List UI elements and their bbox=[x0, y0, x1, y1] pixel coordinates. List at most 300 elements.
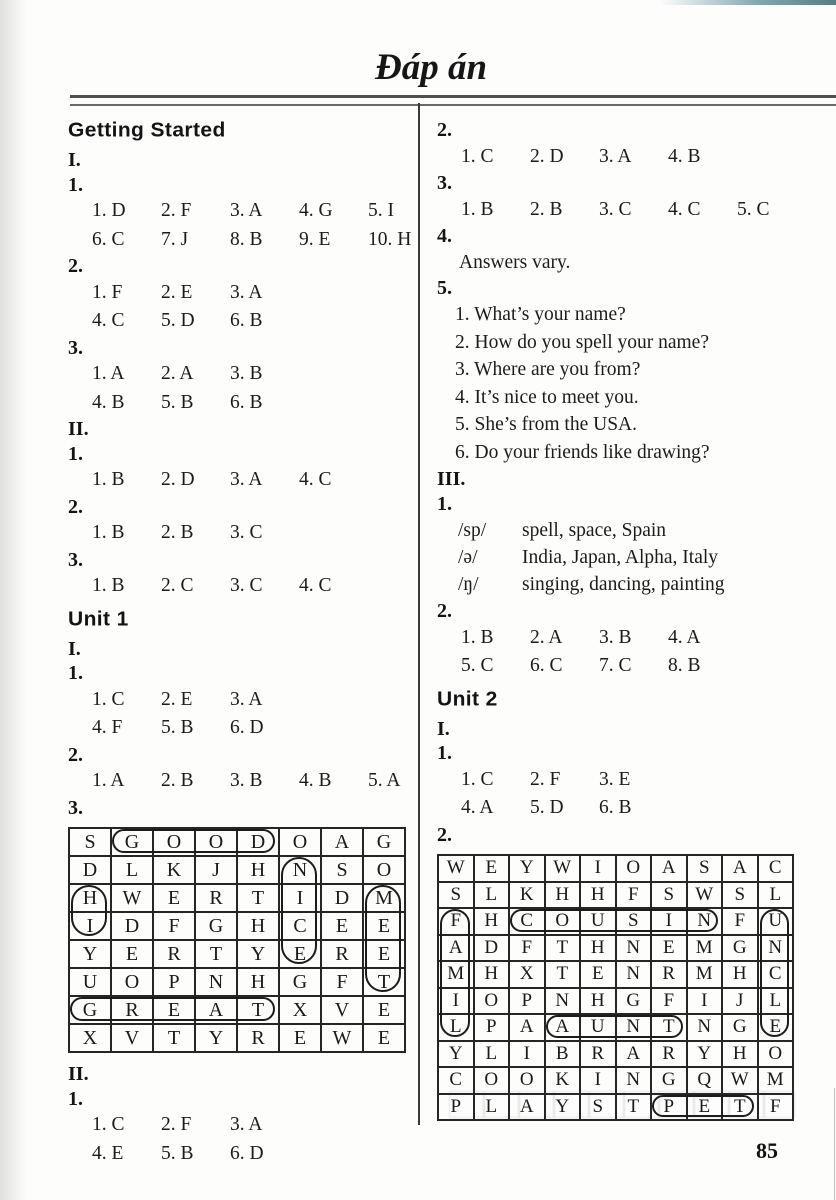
grid-letter: O bbox=[363, 856, 405, 884]
page-title: Đáp án bbox=[374, 47, 488, 88]
answer-item: 3. A bbox=[230, 688, 263, 710]
grid-letter: Q bbox=[687, 1067, 723, 1094]
answer-item: 2. A bbox=[161, 363, 194, 384]
answer-item: 3. A bbox=[230, 1114, 263, 1135]
phonetic-symbol: /sp/ bbox=[458, 520, 487, 541]
answer-item: 1. C bbox=[461, 145, 494, 167]
grid-letter: L bbox=[438, 1014, 474, 1041]
answer-item: 1. B bbox=[92, 522, 125, 543]
grid-letter: H bbox=[580, 882, 616, 909]
answer-item: 2. E bbox=[161, 688, 193, 710]
grid-letter: O bbox=[279, 828, 321, 856]
grid-letter: R bbox=[321, 940, 363, 968]
grid-letter: R bbox=[651, 1041, 687, 1068]
answer-row bbox=[68, 572, 414, 601]
exercise-number-label: 4. bbox=[437, 225, 452, 247]
grid-letter: F bbox=[153, 912, 195, 940]
answer-item: 6. B bbox=[230, 310, 263, 331]
answer-item: 2. E bbox=[161, 281, 193, 303]
answer-item: 5. D bbox=[161, 310, 195, 331]
answer-row bbox=[437, 794, 803, 823]
answer-row bbox=[68, 197, 414, 226]
answer-item: 4. A bbox=[461, 797, 494, 818]
phonetics-row bbox=[437, 517, 803, 544]
answer-item: 4. F bbox=[92, 717, 123, 738]
grid-letter: F bbox=[321, 968, 363, 996]
grid-letter: L bbox=[111, 856, 153, 884]
grid-letter: E bbox=[279, 940, 321, 968]
grid-letter: T bbox=[237, 996, 279, 1024]
grid-letter: C bbox=[758, 961, 794, 988]
grid-letter: Y bbox=[687, 1041, 723, 1068]
grid-letter: Y bbox=[69, 940, 111, 968]
answer-item: 7. J bbox=[161, 228, 189, 250]
grid-letter: Y bbox=[438, 1041, 474, 1068]
exercise-number-label: 3. bbox=[68, 548, 83, 571]
question-line: 2. How do you spell your name? bbox=[455, 331, 709, 353]
answer-row bbox=[437, 143, 803, 172]
right-column bbox=[437, 118, 803, 1130]
circled-word-great bbox=[70, 997, 275, 1021]
answer-item: 4. A bbox=[668, 626, 701, 648]
answer-item: 4. B bbox=[668, 145, 701, 167]
grid-letter: T bbox=[545, 961, 581, 988]
answer-item: 8. B bbox=[230, 228, 263, 250]
answer-row bbox=[68, 307, 414, 336]
grid-letter: G bbox=[111, 828, 153, 856]
grid-letter: N bbox=[195, 968, 237, 996]
grid-letter: F bbox=[651, 988, 687, 1015]
grid-letter: E bbox=[153, 996, 195, 1024]
answer-item: 2. F bbox=[530, 768, 561, 790]
circled-word-uncle bbox=[760, 909, 790, 1037]
grid-letter: G bbox=[69, 996, 111, 1024]
exercise-number-label: 1. bbox=[437, 492, 452, 515]
answer-item: 3. A bbox=[230, 200, 263, 221]
exercise-number-label: 2. bbox=[68, 255, 83, 277]
circled-word-hi bbox=[71, 885, 107, 936]
question-line: 5. She’s from the USA. bbox=[455, 414, 637, 435]
grid-letter: E bbox=[580, 961, 616, 988]
grid-letter: B bbox=[545, 1041, 581, 1068]
answer-item: 2. D bbox=[530, 145, 564, 167]
grid-letter: X bbox=[69, 1024, 111, 1052]
grid-letter: K bbox=[545, 1067, 581, 1094]
answer-row bbox=[437, 624, 803, 653]
section-heading: Unit 1 bbox=[68, 607, 129, 630]
question-list bbox=[437, 301, 803, 466]
exercise-number-label: 1. bbox=[68, 442, 83, 465]
grid-letter: J bbox=[195, 856, 237, 884]
grid-letter: G bbox=[363, 828, 405, 856]
answer-item: 4. C bbox=[92, 310, 125, 331]
phonetic-example-words: India, Japan, Alpha, Italy bbox=[522, 547, 719, 568]
grid-letter: T bbox=[195, 940, 237, 968]
grid-letter: V bbox=[321, 996, 363, 1024]
grid-letter: P bbox=[153, 968, 195, 996]
grid-letter: R bbox=[111, 996, 153, 1024]
grid-letter: W bbox=[687, 882, 723, 909]
answer-item: 1. C bbox=[92, 688, 125, 710]
answer-item: 2. B bbox=[161, 770, 194, 791]
answer-row bbox=[437, 196, 803, 225]
exercise-number-label: 3. bbox=[437, 172, 452, 194]
grid-letter: T bbox=[616, 1094, 652, 1121]
phonetic-symbol: /ə/ bbox=[458, 547, 478, 568]
answer-item: 4. C bbox=[299, 469, 332, 490]
grid-letter: L bbox=[474, 1041, 510, 1068]
answer-item: 2. F bbox=[161, 200, 192, 221]
grid-letter: R bbox=[651, 961, 687, 988]
grid-letter: W bbox=[722, 1067, 758, 1094]
grid-letter: W bbox=[111, 884, 153, 912]
grid-letter: S bbox=[438, 882, 474, 909]
grid-letter: A bbox=[509, 1014, 545, 1041]
grid-letter: H bbox=[237, 968, 279, 996]
grid-letter: D bbox=[111, 912, 153, 940]
roman-numeral-label: II. bbox=[68, 1063, 89, 1085]
grid-letter: N bbox=[616, 1067, 652, 1094]
grid-letter: H bbox=[69, 884, 111, 912]
grid-letter: O bbox=[153, 828, 195, 856]
answer-row bbox=[68, 360, 414, 389]
answer-item: 4. B bbox=[299, 770, 332, 791]
grid-letter: E bbox=[687, 1094, 723, 1121]
grid-letter: I bbox=[687, 988, 723, 1015]
grid-letter: D bbox=[237, 828, 279, 856]
grid-letter: N bbox=[279, 856, 321, 884]
question-line: 4. It’s nice to meet you. bbox=[455, 386, 639, 408]
grid-letter: M bbox=[758, 1067, 794, 1094]
answer-item: 1. B bbox=[92, 469, 125, 490]
answer-row bbox=[68, 226, 414, 255]
answer-item: 5. C bbox=[461, 655, 494, 676]
answer-item: 1. F bbox=[92, 281, 123, 303]
grid-letter: S bbox=[616, 908, 652, 935]
answer-row bbox=[68, 466, 414, 495]
grid-letter: E bbox=[758, 1014, 794, 1041]
grid-letter: N bbox=[616, 1014, 652, 1041]
grid-letter: N bbox=[616, 935, 652, 962]
grid-letter: G bbox=[616, 988, 652, 1015]
grid-letter: H bbox=[580, 988, 616, 1015]
grid-letter: N bbox=[545, 988, 581, 1015]
grid-letter: I bbox=[580, 855, 616, 882]
column-divider bbox=[418, 103, 420, 1125]
grid-letter: Y bbox=[195, 1024, 237, 1052]
answer-item: 4. C bbox=[299, 575, 332, 596]
answer-item: 3. B bbox=[230, 770, 263, 791]
grid-letter: K bbox=[509, 882, 545, 909]
grid-letter: H bbox=[722, 1041, 758, 1068]
grid-letter: W bbox=[545, 855, 581, 882]
answer-item: 2. C bbox=[161, 575, 194, 596]
question-line: 6. Do your friends like drawing? bbox=[455, 441, 710, 463]
grid-letter: Y bbox=[237, 940, 279, 968]
answer-item: 1. D bbox=[92, 200, 126, 221]
grid-letter: H bbox=[237, 856, 279, 884]
exercise-number-label: 1. bbox=[68, 662, 83, 684]
grid-letter: M bbox=[687, 935, 723, 962]
grid-letter: O bbox=[474, 1067, 510, 1094]
grid-letter: A bbox=[545, 1014, 581, 1041]
grid-letter: E bbox=[363, 996, 405, 1024]
grid-letter: G bbox=[279, 968, 321, 996]
section-heading: Getting Started bbox=[68, 118, 226, 142]
grid-letter: R bbox=[195, 884, 237, 912]
grid-letter: V bbox=[111, 1024, 153, 1052]
grid-letter: P bbox=[651, 1094, 687, 1121]
grid-letter: A bbox=[722, 855, 758, 882]
grid-letter: H bbox=[474, 908, 510, 935]
grid-letter: A bbox=[195, 996, 237, 1024]
answer-item: 8. B bbox=[668, 655, 701, 676]
grid-letter: W bbox=[438, 855, 474, 882]
grid-letter: H bbox=[580, 935, 616, 962]
grid-letter: I bbox=[438, 988, 474, 1015]
answer-item: 6. D bbox=[230, 717, 264, 738]
answer-item: 4. E bbox=[92, 1142, 124, 1164]
grid-letter: F bbox=[438, 908, 474, 935]
phonetic-example-words: singing, dancing, painting bbox=[522, 574, 725, 595]
grid-letter: S bbox=[580, 1094, 616, 1121]
scan-top-edge-artifact bbox=[660, 0, 836, 5]
grid-letter: A bbox=[321, 828, 363, 856]
answer-row bbox=[68, 279, 414, 308]
grid-letter: A bbox=[616, 1041, 652, 1068]
grid-letter: G bbox=[722, 935, 758, 962]
answer-item: 3. C bbox=[230, 575, 263, 596]
grid-letter: I bbox=[509, 1041, 545, 1068]
grid-letter: A bbox=[438, 935, 474, 962]
grid-letter: M bbox=[687, 961, 723, 988]
grid-letter: U bbox=[69, 968, 111, 996]
answer-item: 2. B bbox=[161, 522, 194, 543]
phonetics-list bbox=[437, 517, 803, 598]
grid-letter: Y bbox=[509, 855, 545, 882]
grid-letter: D bbox=[321, 884, 363, 912]
grid-letter: O bbox=[545, 908, 581, 935]
grid-letter: O bbox=[616, 855, 652, 882]
exercise-number-label: 1. bbox=[68, 173, 83, 196]
grid-letter: N bbox=[687, 908, 723, 935]
answer-item: 4. C bbox=[668, 198, 701, 220]
grid-letter: H bbox=[237, 912, 279, 940]
answer-item: 5. I bbox=[368, 200, 394, 221]
grid-letter: S bbox=[321, 856, 363, 884]
exercise-number-label: 2. bbox=[437, 600, 452, 622]
section-heading: Unit 2 bbox=[437, 687, 498, 710]
grid-letter: H bbox=[722, 961, 758, 988]
grid-letter: M bbox=[363, 884, 405, 912]
exercise-number-label: 2. bbox=[437, 119, 452, 141]
grid-letter: R bbox=[237, 1024, 279, 1052]
grid-letter: A bbox=[651, 855, 687, 882]
grid-letter: Y bbox=[545, 1094, 581, 1121]
grid-letter: F bbox=[509, 935, 545, 962]
circled-word-meet bbox=[365, 885, 401, 992]
circled-word-cousin bbox=[510, 909, 718, 932]
grid-letter: I bbox=[651, 908, 687, 935]
answer-item: 3. B bbox=[230, 363, 263, 384]
grid-letter: E bbox=[279, 1024, 321, 1052]
answer-item: 5. B bbox=[161, 717, 194, 738]
answer-item: 1. B bbox=[461, 198, 494, 220]
answer-row bbox=[68, 389, 414, 418]
grid-letter: E bbox=[363, 912, 405, 940]
answer-item: 1. A bbox=[92, 770, 125, 791]
grid-letter: J bbox=[722, 988, 758, 1015]
grid-letter: N bbox=[616, 961, 652, 988]
roman-numeral-label: I. bbox=[437, 717, 450, 740]
answer-item: 6. B bbox=[230, 391, 263, 413]
phonetic-example-words: spell, space, Spain bbox=[522, 520, 667, 541]
answer-item: 1. A bbox=[92, 363, 125, 384]
answer-item: 6. C bbox=[530, 655, 563, 676]
title-double-rule bbox=[70, 95, 836, 106]
grid-letter: P bbox=[509, 988, 545, 1015]
answer-item: 4. G bbox=[299, 200, 333, 221]
grid-letter: T bbox=[722, 1094, 758, 1121]
exercise-number-label: 3. bbox=[68, 796, 83, 819]
grid-letter: E bbox=[363, 1024, 405, 1052]
grid-letter: C bbox=[509, 908, 545, 935]
exercise-number-label: 2. bbox=[68, 495, 83, 518]
grid-letter: L bbox=[474, 1094, 510, 1121]
answer-item: 5. B bbox=[161, 391, 194, 413]
grid-letter: D bbox=[474, 935, 510, 962]
scan-left-edge-shadow bbox=[0, 0, 26, 1200]
answer-item: 6. C bbox=[92, 228, 125, 250]
exercise-number-label: 1. bbox=[68, 1087, 83, 1110]
answer-item: 3. E bbox=[599, 768, 631, 790]
answer-item: 5. A bbox=[368, 770, 401, 791]
circled-word-aunt bbox=[546, 1015, 683, 1038]
grid-letter: R bbox=[153, 940, 195, 968]
grid-letter: E bbox=[474, 855, 510, 882]
phonetic-symbol: /ŋ/ bbox=[458, 574, 479, 595]
grid-letter: G bbox=[722, 1014, 758, 1041]
answer-item: 5. B bbox=[161, 1142, 194, 1164]
answer-item: 3. A bbox=[230, 281, 263, 303]
answer-item: 2. D bbox=[161, 469, 195, 490]
left-column bbox=[68, 112, 414, 1168]
exercise-number-label: 1. bbox=[437, 742, 452, 764]
phonetics-row bbox=[437, 571, 803, 598]
grid-letter: O bbox=[509, 1067, 545, 1094]
grid-letter: I bbox=[279, 884, 321, 912]
grid-letter: T bbox=[545, 935, 581, 962]
grid-letter: T bbox=[153, 1024, 195, 1052]
grid-letter: U bbox=[580, 908, 616, 935]
grid-letter: F bbox=[722, 908, 758, 935]
answer-item: 3. C bbox=[599, 198, 632, 220]
grid-letter: O bbox=[474, 988, 510, 1015]
grid-letter: H bbox=[545, 882, 581, 909]
answer-item: 3. B bbox=[599, 626, 632, 648]
exercise-number-label: 5. bbox=[437, 276, 452, 299]
grid-letter: O bbox=[758, 1041, 794, 1068]
grid-letter: C bbox=[438, 1067, 474, 1094]
grid-letter: I bbox=[69, 912, 111, 940]
scan-right-edge-line bbox=[834, 1088, 835, 1200]
circled-word-nice bbox=[281, 857, 317, 964]
question-line: 1. What’s your name? bbox=[455, 304, 626, 325]
grid-letter: G bbox=[195, 912, 237, 940]
answer-row bbox=[68, 1140, 414, 1169]
answer-item: 7. C bbox=[599, 655, 632, 676]
grid-letter: F bbox=[758, 1094, 794, 1121]
answer-item: 2. B bbox=[530, 198, 563, 220]
exercise-number-label: 2. bbox=[437, 823, 452, 846]
grid-letter: X bbox=[509, 961, 545, 988]
grid-letter: C bbox=[279, 912, 321, 940]
grid-letter: S bbox=[687, 855, 723, 882]
answer-row bbox=[68, 686, 414, 715]
grid-letter: F bbox=[616, 882, 652, 909]
grid-letter: O bbox=[111, 968, 153, 996]
roman-numeral-label: II. bbox=[68, 418, 89, 440]
grid-letter: I bbox=[580, 1067, 616, 1094]
grid-letter: X bbox=[279, 996, 321, 1024]
grid-letter: S bbox=[722, 882, 758, 909]
grid-letter: U bbox=[580, 1014, 616, 1041]
answer-item: 5. C bbox=[737, 198, 770, 220]
answer-item: 3. A bbox=[599, 145, 632, 167]
answer-row bbox=[68, 1111, 414, 1140]
grid-letter: G bbox=[651, 1067, 687, 1094]
question-line: 3. Where are you from? bbox=[455, 359, 641, 380]
answer-item: 4. B bbox=[92, 391, 125, 413]
grid-letter: E bbox=[363, 940, 405, 968]
word-search-grid bbox=[437, 854, 803, 1121]
answer-item: 5. D bbox=[530, 797, 564, 818]
circled-word-good bbox=[112, 829, 275, 853]
answer-row bbox=[437, 652, 803, 681]
grid-letter: N bbox=[758, 935, 794, 962]
grid-letter: L bbox=[758, 882, 794, 909]
note-text: Answers vary. bbox=[459, 251, 571, 273]
grid-letter: S bbox=[69, 828, 111, 856]
roman-numeral-label: III. bbox=[437, 468, 466, 490]
grid-letter: S bbox=[651, 882, 687, 909]
answer-item: 1. B bbox=[461, 626, 494, 648]
phonetics-row bbox=[437, 544, 803, 571]
answer-item: 10. H bbox=[368, 228, 412, 250]
answer-item: 3. A bbox=[230, 469, 263, 490]
grid-letter: L bbox=[474, 882, 510, 909]
bleedthrough-artifact bbox=[449, 1091, 795, 1118]
word-search-cells bbox=[437, 854, 794, 1121]
answer-row bbox=[68, 714, 414, 743]
roman-numeral-label: I. bbox=[68, 637, 81, 660]
circled-word-family bbox=[440, 909, 470, 1037]
grid-letter: T bbox=[651, 1014, 687, 1041]
answer-item: 1. B bbox=[92, 575, 125, 596]
grid-letter: N bbox=[687, 1014, 723, 1041]
grid-letter: L bbox=[758, 988, 794, 1015]
grid-letter: E bbox=[111, 940, 153, 968]
grid-letter: H bbox=[474, 961, 510, 988]
answer-row bbox=[68, 767, 414, 796]
exercise-number-label: 3. bbox=[68, 336, 83, 359]
answer-item: 6. D bbox=[230, 1142, 264, 1164]
grid-letter: O bbox=[195, 828, 237, 856]
grid-letter: R bbox=[580, 1041, 616, 1068]
grid-letter: E bbox=[651, 935, 687, 962]
grid-letter: D bbox=[69, 856, 111, 884]
answer-item: 9. E bbox=[299, 228, 331, 250]
